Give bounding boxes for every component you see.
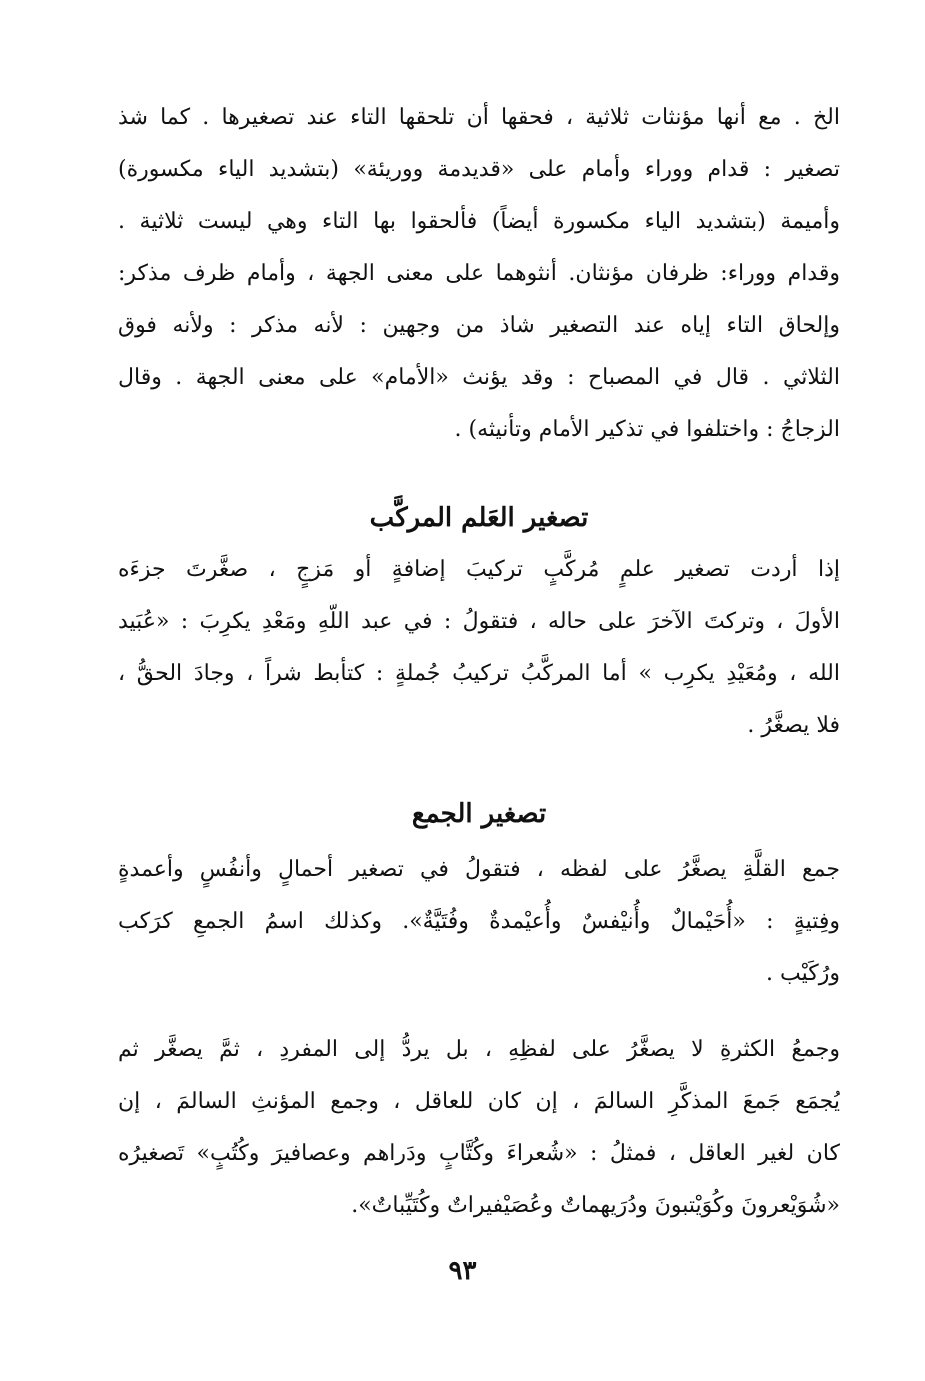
text-line: الأولَ ، وتركتَ الآخرَ على حاله ، فتقولُ : في عبد اللّهِ ومَعْدِ يكرِبَ : «عُبَيد (118, 609, 840, 634)
text-line: وفِتيةٍ : «أُحَيْمالٌ وأُنيْفسٌ وأُعيْمدةٌ وفُتَيَّةٌ». وكذلك اسمُ الجمعِ كرَكب (118, 909, 840, 934)
text-line: كان لغير العاقل ، فمثلُ : «شُعراءَ وكُتَّابٍ ودَراهم وعصافيرَ وكُتُبٍ» تَصغيرُه (118, 1141, 840, 1166)
text-line: وجمعُ الكثرةِ لا يصغَّرُ على لفظِهِ ، بل يردُّ إلى المفردِ ، ثمَّ يصغَّر ثم (118, 1037, 840, 1062)
text-line: جمع القلَّةِ يصغَّرُ على لفظه ، فتقولُ في تصغير أحمالٍ وأنفُسٍ وأعمدةٍ (118, 857, 840, 882)
text-line: الخ . مع أنها مؤنثات ثلاثية ، فحقها أن تلحقها التاء عند تصغيرها . كما شذ (118, 105, 840, 130)
text-line: وإلحاق التاء إياه عند التصغير شاذ من وجهين : لأنه مذكر : ولأنه فوق (118, 313, 840, 338)
section-heading: تصغير العَلم المركَّب (369, 503, 589, 533)
text-line: وقدام ووراء: ظرفان مؤنثان. أنثوهما على معنى الجهة ، وأمام ظرف مذكر: (118, 261, 840, 286)
text-line: الله ، ومُعَيْدِ يكرِب » أما المركَّبُ تركيبُ جُملةٍ : كتأبط شراً ، وجادَ الحقُّ ، (118, 661, 840, 686)
section-intro (118, 92, 840, 456)
text-line: الثلاثي . قال في المصباح : وقد يؤنث «الأمام» على معنى الجهة . وقال (118, 365, 840, 390)
text-line: يُجمَع جَمعَ المذكَّرِ السالمَ ، إن كان للعاقل ، وجمع المؤنثِ السالمَ ، إن (118, 1089, 840, 1114)
text-line: «شُوَيْعرونَ وكُوَيْتبونَ ودُرَيهماتٌ وعُصَيْفيراتٌ وكُتَيِّباتٌ». (351, 1193, 840, 1218)
text-line: فلا يصغَّرُ . (747, 713, 840, 738)
section-plural (118, 794, 840, 1232)
text-line: الزجاجُ : واختلفوا في تذكير الأمام وتأنيثه) . (454, 417, 840, 442)
text-line: إذا أردت تصغير علمٍ مُركَّبٍ تركيبَ إضافةٍ أو مَزجٍ ، صغَّرتَ جزءَه (118, 557, 840, 582)
section-heading: تصغير الجمع (411, 799, 547, 829)
page-body (118, 92, 840, 1232)
section-compound-name (118, 498, 840, 752)
text-line: وأميمة (بتشديد الياء مكسورة أيضاً) فألحقوا بها التاء وهي ليست ثلاثية . (118, 209, 840, 234)
text-line: تصغير : قدام ووراء وأمام على «قديدمة ووريئة» (بتشديد الياء مكسورة) (118, 157, 840, 182)
page-number: ٩٣ (448, 1256, 477, 1286)
text-line: ورُكَيْب . (766, 961, 840, 986)
